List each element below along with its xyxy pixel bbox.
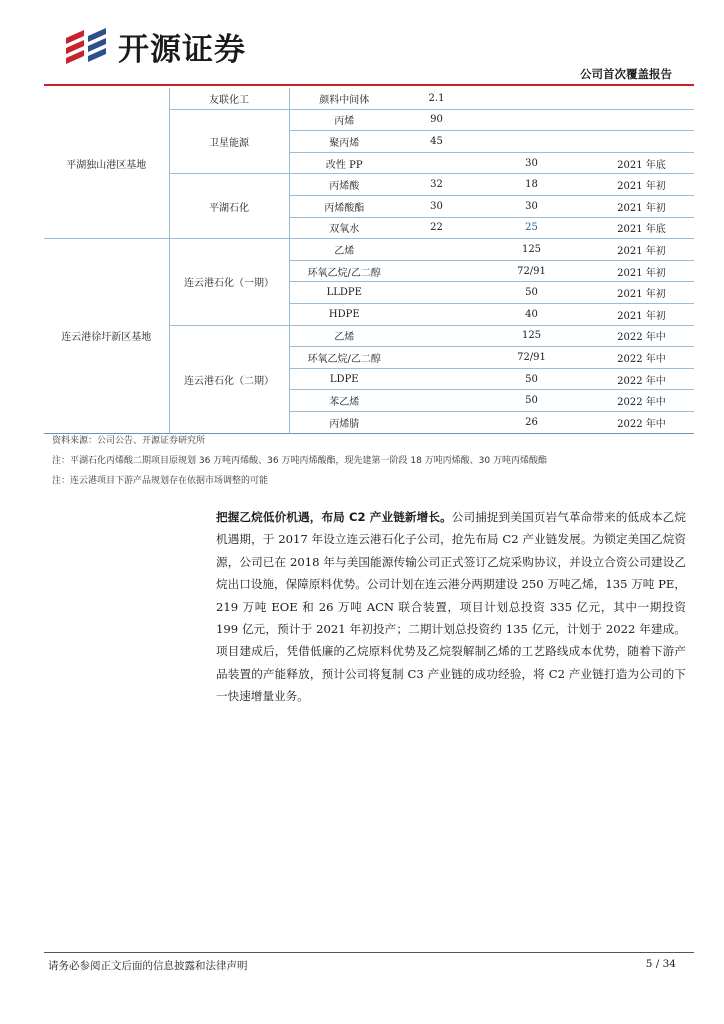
new-capacity-cell: 18	[474, 174, 589, 196]
capacity-cell	[399, 303, 474, 325]
company-cell: 友联化工	[169, 88, 289, 109]
time-cell: 2022 年中	[589, 411, 694, 433]
report-type-label: 公司首次覆盖报告	[580, 67, 672, 81]
capacity-cell: 2.1	[399, 88, 474, 109]
capacity-cell	[399, 152, 474, 174]
capacity-cell	[399, 239, 474, 261]
product-cell: LLDPE	[289, 282, 399, 304]
capacity-cell: 32	[399, 174, 474, 196]
company-cell: 平湖石化	[169, 174, 289, 239]
product-cell: 环氧乙烷/乙二醇	[289, 260, 399, 282]
time-cell: 2021 年底	[589, 217, 694, 239]
capacity-cell	[399, 390, 474, 412]
new-capacity-cell: 26	[474, 411, 589, 433]
capacity-cell	[399, 411, 474, 433]
time-cell: 2021 年初	[589, 174, 694, 196]
new-capacity-cell: 25	[474, 217, 589, 239]
time-cell	[589, 131, 694, 153]
new-capacity-cell: 125	[474, 325, 589, 347]
time-cell: 2021 年底	[589, 152, 694, 174]
new-capacity-cell: 50	[474, 368, 589, 390]
time-cell: 2021 年初	[589, 260, 694, 282]
time-cell	[589, 109, 694, 131]
base-cell: 连云港徐圩新区基地	[44, 239, 169, 433]
source-note: 资料来源：公司公告、开源证券研究所	[52, 436, 206, 446]
brand-name: 开源证券	[118, 32, 246, 68]
product-cell: 丙烯	[289, 109, 399, 131]
company-cell: 卫星能源	[169, 109, 289, 174]
product-cell: HDPE	[289, 303, 399, 325]
new-capacity-cell: 50	[474, 282, 589, 304]
company-cell: 连云港石化（二期）	[169, 325, 289, 433]
time-cell: 2022 年中	[589, 390, 694, 412]
capacity-cell	[399, 260, 474, 282]
header-divider	[44, 84, 694, 86]
product-cell: 丙烯酸	[289, 174, 399, 196]
product-cell: LDPE	[289, 368, 399, 390]
time-cell	[589, 88, 694, 109]
capacity-cell: 90	[399, 109, 474, 131]
time-cell: 2021 年初	[589, 282, 694, 304]
product-cell: 环氧乙烷/乙二醇	[289, 347, 399, 369]
product-cell: 双氧水	[289, 217, 399, 239]
new-capacity-cell: 72/91	[474, 260, 589, 282]
capacity-cell: 45	[399, 131, 474, 153]
product-cell: 颜料中间体	[289, 88, 399, 109]
time-cell: 2021 年初	[589, 195, 694, 217]
paragraph-lead: 把握乙烷低价机遇，布局 C2 产业链新增长。	[216, 510, 452, 524]
table-row	[44, 88, 694, 109]
product-cell: 丙烯酸酯	[289, 195, 399, 217]
table-notes	[52, 434, 692, 494]
new-capacity-cell: 72/91	[474, 347, 589, 369]
paragraph-text: 公司捕捉到美国页岩气革命带来的低成本乙烷机遇期，于 2017 年设立连云港石化子公司，抢先布局 C2 产业链发展。为锁定美国乙烷资源，公司已在 2018 年与美国能源传输公司正式签订乙烷采购协议，并设立合资公司建设乙烷出口设施，保障原料优势。公司计划在连云港分两期建设 250 万吨乙烯，135 万吨 PE，219 万吨 EOE 和 26 万吨 ACN 联合装置，项目计划总投资 335 亿元，其中一期投资 199 亿元，预计于 2021 年初投产；二期计划总投资约 135 亿元，计划于 2022 年建成。项目建成后，凭借低廉的乙烷原料优势及乙烷裂解制乙烯的工艺路线成本优势，随着下游产品装置的产能释放，预计公司将复制 C3 产业链的成功经验，将 C2 产业链打造为公司的下一快速增量业务。	[216, 510, 686, 704]
capacity-cell	[399, 347, 474, 369]
time-cell: 2022 年中	[589, 325, 694, 347]
product-cell: 苯乙烯	[289, 390, 399, 412]
product-cell: 乙烯	[289, 325, 399, 347]
time-cell: 2021 年初	[589, 239, 694, 261]
table-row	[44, 239, 694, 261]
product-cell: 丙烯腈	[289, 411, 399, 433]
base-cell: 平湖独山港区基地	[44, 88, 169, 239]
capacity-cell: 30	[399, 195, 474, 217]
new-capacity-cell: 50	[474, 390, 589, 412]
new-capacity-cell	[474, 131, 589, 153]
time-cell: 2022 年中	[589, 347, 694, 369]
product-cell: 乙烯	[289, 239, 399, 261]
page-header	[0, 0, 724, 90]
new-capacity-cell	[474, 88, 589, 109]
kaiyuan-logo-icon	[62, 24, 122, 68]
product-cell: 聚丙烯	[289, 131, 399, 153]
disclaimer-text: 请务必参阅正文后面的信息披露和法律声明	[48, 960, 248, 972]
footnote: 注：连云港项目下游产品规划存在依据市场调整的可能	[52, 476, 269, 486]
time-cell: 2021 年初	[589, 303, 694, 325]
capacity-cell	[399, 368, 474, 390]
company-cell: 连云港石化（一期）	[169, 239, 289, 325]
new-capacity-cell: 40	[474, 303, 589, 325]
new-capacity-cell: 30	[474, 152, 589, 174]
new-capacity-cell: 125	[474, 239, 589, 261]
footer-divider	[44, 952, 694, 953]
capacity-table	[44, 88, 694, 434]
body-paragraph	[216, 506, 686, 708]
product-cell: 改性 PP	[289, 152, 399, 174]
footnote: 注：平湖石化丙烯酸二期项目原规划 36 万吨丙烯酸、36 万吨丙烯酸酯，现先建第一阶段 18 万吨丙烯酸、30 万吨丙烯酸酯	[52, 456, 547, 466]
capacity-cell	[399, 282, 474, 304]
new-capacity-cell	[474, 109, 589, 131]
capacity-cell	[399, 325, 474, 347]
new-capacity-cell: 30	[474, 195, 589, 217]
page-number: 5 / 34	[645, 958, 676, 970]
time-cell: 2022 年中	[589, 368, 694, 390]
capacity-cell: 22	[399, 217, 474, 239]
